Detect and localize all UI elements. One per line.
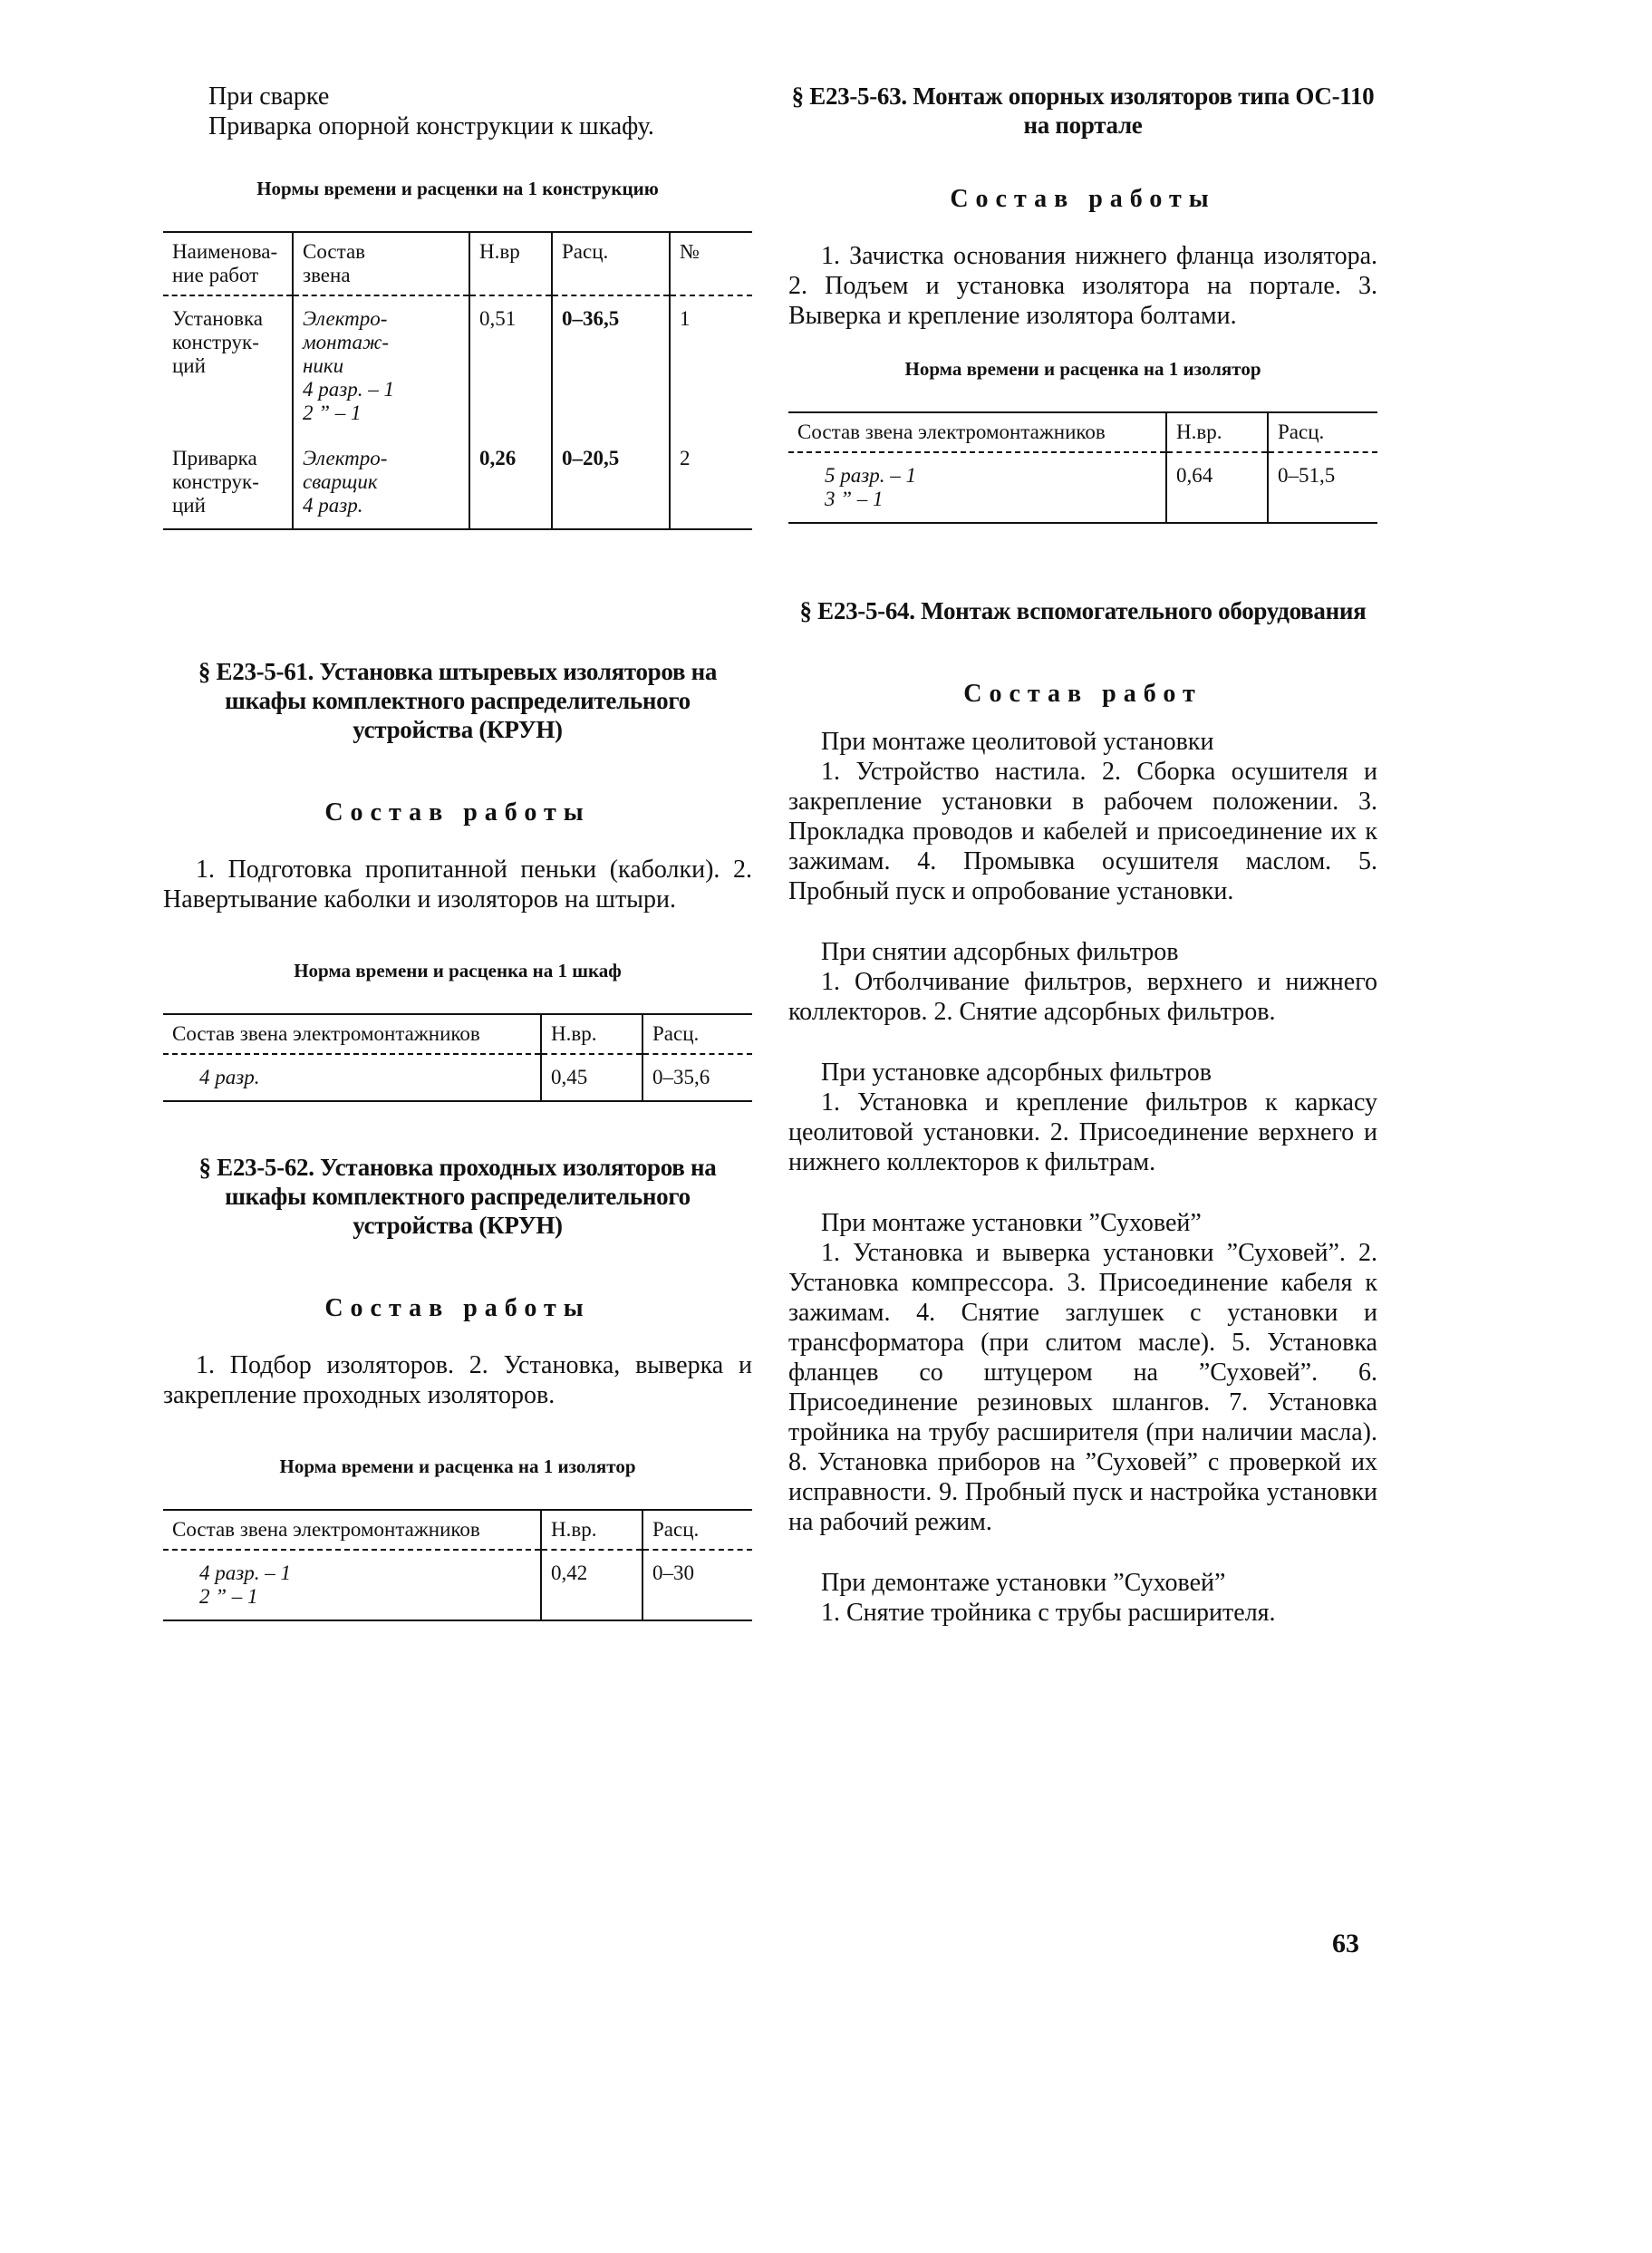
table-row [788, 452, 1377, 523]
right-column [788, 82, 1377, 1628]
cell-rasc: 0–35,6 [642, 1054, 752, 1101]
section-64-sostav: Состав работ [963, 680, 1203, 708]
work-block-heading: При монтаже цеолитовой установки [821, 728, 1214, 756]
work-block-text: 1. Снятие тройника с трубы расширителя. [821, 1599, 1276, 1627]
section-61-sostav: Состав работы [324, 798, 591, 827]
section-62-sostav: Состав работы [324, 1294, 591, 1322]
cell-crew: 4 разр. – 1 2 ” – 1 [199, 1562, 291, 1608]
table-row [163, 436, 752, 529]
col-nvr: Н.вр. [1166, 412, 1268, 452]
section-62-title: § Е23-5-62. Установка проходных изоляторов на шкафы комплектного распределительного устройства (КРУН) [198, 1154, 717, 1239]
cell-nvr: 0,42 [541, 1550, 642, 1620]
cell-crew: Электро- монтаж- ники 4 разр. – 1 2 ” – 1 [293, 295, 469, 436]
section-64-title: § Е23-5-64. Монтаж вспомогательного оборудования [799, 597, 1367, 624]
cell-rasc: 0–36,5 [552, 295, 670, 436]
cell-work: Установка конструк- ций [172, 307, 263, 377]
intro-line: Приварка опорной конструкции к шкафу. [208, 112, 654, 140]
work-block [788, 937, 1377, 1027]
section-63-title: § Е23-5-63. Монтаж опорных изоляторов типа ОС-110 на портале [791, 82, 1375, 139]
cell-rasc: 0–51,5 [1268, 452, 1377, 523]
col-nvr: Н.вр [469, 232, 552, 295]
col-work-name: Наименова- ние работ [172, 240, 278, 286]
work-block [788, 1058, 1377, 1177]
section-61-text: 1. Подготовка пропитанной пеньки (каболки). 2. Навертывание каболки и изоляторов на штыри. [163, 856, 752, 914]
cell-nvr: 0,45 [541, 1054, 642, 1101]
work-block-heading: При снятии адсорбных фильтров [821, 938, 1179, 966]
work-block-heading: При демонтаже установки ”Суховей” [821, 1569, 1226, 1597]
col-rasc: Расц. [642, 1510, 752, 1550]
cell-nvr: 0,64 [1166, 452, 1268, 523]
work-block-text: 1. Установка и выверка установки ”Суховей”. 2. Установка компрессора. 3. Присоединение кабеля к зажимам. 4. Снятие заглушек с установки и трансформатора (при слитом масле). 5. Установка фланцев со штуцером на ”Суховей”. 6. Присоединение резиновых шлангов. 7. Установка тройника на трубу расширителя (при наличии масла). 8. Установка приборов на ”Суховей” с проверкой их исправности. 9. Пробный пуск и настройка установки на рабочий режим. [788, 1239, 1377, 1536]
section-63-text: 1. Зачистка основания нижнего фланца изолятора. 2. Подъем и установка изолятора на портале. 3. Выверка и крепление изолятора болтами. [788, 242, 1377, 330]
cell-rasc: 0–20,5 [552, 436, 670, 529]
norm-table-constructions [163, 231, 752, 530]
work-block [788, 1208, 1377, 1537]
section-63-caption: Норма времени и расценка на 1 изолятор [904, 358, 1261, 380]
left-column [163, 82, 752, 1621]
col-rasc: Расц. [552, 232, 670, 295]
cell-rasc: 0–30 [642, 1550, 752, 1620]
table-row [163, 1550, 752, 1620]
cell-nvr: 0,26 [469, 436, 552, 529]
col-rasc: Расц. [1268, 412, 1377, 452]
col-crew: Состав звена [293, 232, 469, 295]
col-rasc: Расц. [642, 1014, 752, 1054]
section-62-text: 1. Подбор изоляторов. 2. Установка, выверка и закрепление проходных изоляторов. [163, 1351, 752, 1409]
table-row [163, 1054, 752, 1101]
col-crew: Состав звена электромонтажников [797, 421, 1106, 443]
cell-crew: 5 разр. – 1 3 ” – 1 [825, 464, 916, 510]
work-block-text: 1. Устройство настила. 2. Сборка осушителя и закрепление установки в рабочем положении. 3. Прокладка проводов и кабелей и присоединение их к зажимам. 4. Промывка осушителя маслом. 5. Пробный пуск и опробование установки. [788, 758, 1377, 905]
work-block-heading: При монтаже установки ”Суховей” [821, 1209, 1202, 1237]
intro-heading: При сварке [208, 82, 330, 111]
cell-crew: Электро- сварщик 4 разр. [293, 436, 469, 529]
cell-nvr: 0,51 [469, 295, 552, 436]
cell-num: 2 [670, 436, 752, 529]
col-nvr: Н.вр. [541, 1014, 642, 1054]
section-62-caption: Норма времени и расценка на 1 изолятор [279, 1455, 636, 1477]
work-block [788, 1568, 1377, 1628]
section-61-title: § Е23-5-61. Установка штыревых изоляторов на шкафы комплектного распределительного устройства (КРУН) [198, 658, 718, 743]
section-61-caption: Норма времени и расценка на 1 шкаф [294, 960, 622, 981]
cell-num: 1 [670, 295, 752, 436]
norm-table-62 [163, 1509, 752, 1621]
cell-crew: 4 разр. [199, 1066, 260, 1088]
col-crew: Состав звена электромонтажников [172, 1022, 480, 1045]
norm-table-63 [788, 411, 1377, 524]
work-block-text: 1. Отболчивание фильтров, верхнего и нижнего коллекторов. 2. Снятие адсорбных фильтров. [788, 968, 1377, 1026]
col-nvr: Н.вр. [541, 1510, 642, 1550]
section-63-sostav: Состав работы [950, 185, 1216, 213]
intro-block [163, 82, 752, 141]
work-block-heading: При установке адсорбных фильтров [821, 1059, 1212, 1087]
cell-work: Приварка конструк- ций [172, 447, 259, 517]
col-num: № [670, 232, 752, 295]
col-crew: Состав звена электромонтажников [172, 1518, 480, 1541]
work-block-text: 1. Установка и крепление фильтров к каркасу цеолитовой установки. 2. Присоединение верхнего и нижнего коллекторов к фильтрам. [788, 1088, 1377, 1176]
table-row [163, 295, 752, 436]
page-number: 63 [1332, 1929, 1359, 1958]
norm-table-61 [163, 1013, 752, 1102]
work-block [788, 727, 1377, 906]
table1-caption: Нормы времени и расценки на 1 конструкцию [256, 178, 659, 199]
